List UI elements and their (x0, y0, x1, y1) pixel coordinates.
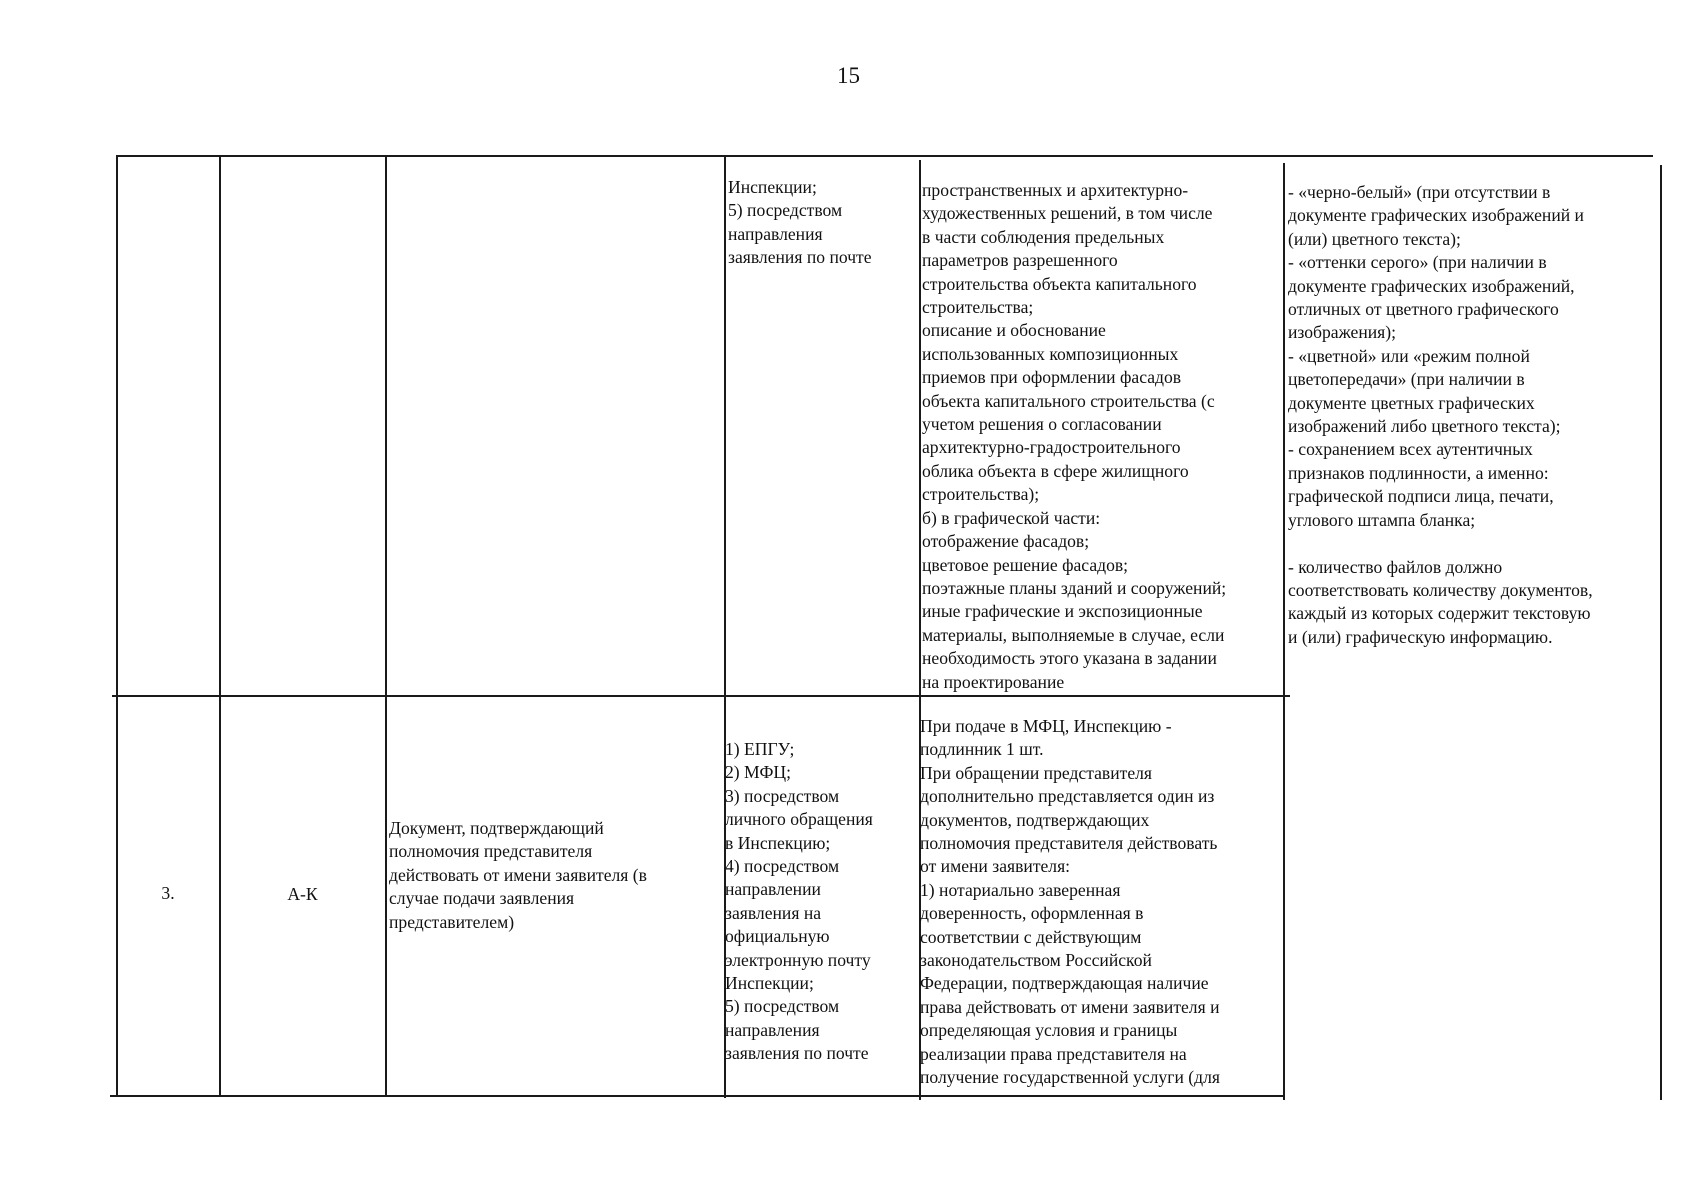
col-border-7 (1660, 165, 1662, 1100)
requirements-cell: При подаче в МФЦ, Инспекцию - подлинник 1 шт. При обращении представителя дополнительно представляется один из документов, подтверждающих полномочия представителя действовать от имени заявителя: 1) нотариально заверенная доверенность, оформленная в соответствии с действующим законодательством Российской Федерации, подтверждающая наличие права действовать от имени заявителя и определяющая условия и границы реализации права представителя на получение государственной услуги (для (920, 716, 1220, 1088)
requirements-cell-continued: пространственных и архитектурно- художественных решений, в том числе в части соблюдения предельных параметров разрешенного строительства объекта капитального строительства; описание и обоснование использованных композиционных приемов при оформлении фасадов объекта капитального строительства (с учетом решения о согласовании архитектурно-градостроительного облика объекта в сфере жилищного строительства); б) в графической части: отображение фасадов; цветовое решение фасадов; поэтажные планы зданий и сооружений; иные графические и экспозиционные материалы, выполняемые в случае, если необходимость этого указана в задании на проектирование (922, 180, 1227, 692)
col-border-1 (116, 155, 118, 1096)
table-top-border (116, 155, 1653, 157)
document-name-cell: Документ, подтверждающий полномочия представителя действовать от имени заявителя (в случае подачи заявления представителем) (389, 818, 647, 932)
format-cell: - «черно-белый» (при отсутствии в документе графических изображений и (или) цветного текста); - «оттенки серого» (при наличии в документе графических изображений, отличных от цветного графического изображения); - «цветной» или «режим полной цветопередачи» (при наличии в документе цветных графических изображений либо цветного текста); - сохранением всех аутентичных признаков подлинности, а именно: графической подписи лица, печати, углового штампа бланка; - количество файлов должно соответствовать количеству документов, каждый из которых содержит текстовую и (или) графическую информацию. (1288, 182, 1593, 647)
col-border-6 (1283, 163, 1285, 1100)
col-border-2 (219, 155, 221, 1096)
document-code-cell: А-К (287, 884, 318, 904)
row-number-cell: 3. (161, 883, 175, 903)
page-number: 15 (837, 63, 860, 88)
row-divider (112, 695, 1290, 697)
col-border-3 (385, 155, 387, 1096)
channels-cell-continued: Инспекции; 5) посредством направления заявления по почте (728, 177, 872, 268)
table-bottom-border (110, 1095, 1284, 1097)
channels-cell: 1) ЕПГУ; 2) МФЦ; 3) посредством личного обращения в Инспекцию; 4) посредством направлении заявления на официальную электронную почту Инспекции; 5) посредством направления заявления по почте (725, 739, 873, 1064)
